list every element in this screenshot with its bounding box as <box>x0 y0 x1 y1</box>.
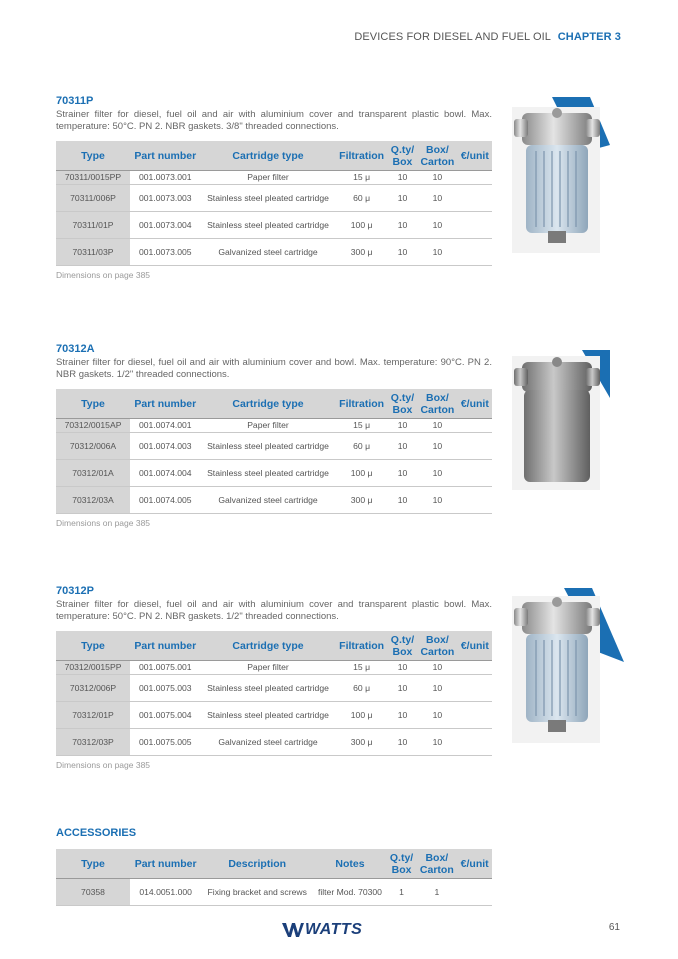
table-cell: 10 <box>388 661 417 675</box>
column-header: Box/ Carton <box>417 389 458 419</box>
table-cell: 001.0074.003 <box>130 433 201 460</box>
product-section-70311p <box>56 95 492 280</box>
table-cell: 60 μ <box>335 675 387 702</box>
table-cell: 001.0074.004 <box>130 460 201 487</box>
table-cell: 001.0074.001 <box>130 419 201 433</box>
chapter-label: CHAPTER 3 <box>557 31 621 43</box>
table-cell: 70312/006P <box>56 675 130 702</box>
header-title: DEVICES FOR DIESEL AND FUEL OIL <box>354 31 551 43</box>
accessories-title: ACCESSORIES <box>56 827 137 839</box>
table-cell: 300 μ <box>335 239 387 266</box>
table-cell: 10 <box>388 212 417 239</box>
column-header: Q.ty/ Box <box>388 631 417 661</box>
column-header: Type <box>56 389 130 419</box>
table-header-row <box>56 389 492 419</box>
table-cell: 10 <box>417 702 458 729</box>
column-header: Box/ Carton <box>417 631 458 661</box>
table-cell: Stainless steel pleated cartridge <box>201 185 336 212</box>
dimensions-note: Dimensions on page 385 <box>56 270 151 280</box>
column-header: €/unit <box>458 631 492 661</box>
table-cell: 10 <box>417 487 458 514</box>
product-code: 70312P <box>56 585 94 597</box>
table-cell: Galvanized steel cartridge <box>201 729 336 756</box>
table-cell: 10 <box>417 661 458 675</box>
table-cell: 10 <box>417 433 458 460</box>
table-row <box>56 212 492 239</box>
table-cell: Paper filter <box>201 171 336 185</box>
table-cell: Paper filter <box>201 661 336 675</box>
table-cell: 001.0073.004 <box>130 212 201 239</box>
table-cell: 001.0073.001 <box>130 171 201 185</box>
dimensions-note: Dimensions on page 385 <box>56 760 151 770</box>
table-cell: 70311/0015PP <box>56 171 130 185</box>
table-cell: 001.0074.005 <box>130 487 201 514</box>
table-cell: 15 μ <box>335 661 387 675</box>
column-header: Q.ty/ Box <box>388 389 417 419</box>
column-header: Part number <box>130 849 201 879</box>
table-body <box>56 171 492 266</box>
table-cell: filter Mod. 70300 <box>313 879 387 906</box>
table-cell: 001.0075.005 <box>130 729 201 756</box>
table-cell: Stainless steel pleated cartridge <box>201 212 336 239</box>
column-header: €/unit <box>458 141 492 171</box>
watts-w-icon <box>282 923 304 937</box>
table-cell: 001.0075.004 <box>130 702 201 729</box>
table-cell: 70311/03P <box>56 239 130 266</box>
column-header: Filtration <box>335 141 387 171</box>
table-cell: 10 <box>417 171 458 185</box>
table-cell: 10 <box>417 729 458 756</box>
table-cell: 70312/006A <box>56 433 130 460</box>
table-cell: 10 <box>388 419 417 433</box>
table-cell <box>458 487 492 514</box>
product-description: Strainer filter for diesel, fuel oil and air with aluminium cover and transparent plastic bowl. Max. temperature: 50°C. PN 2. NBR gaskets. 3/8" threaded connections. <box>56 109 492 132</box>
table-cell: 70312/01A <box>56 460 130 487</box>
table-body <box>56 879 492 906</box>
table-cell: 014.0051.000 <box>130 879 201 906</box>
table-cell <box>458 661 492 675</box>
table-row <box>56 661 492 675</box>
table-cell: Paper filter <box>201 419 336 433</box>
table-cell: 70311/006P <box>56 185 130 212</box>
column-header: Part number <box>130 141 201 171</box>
table-cell <box>458 675 492 702</box>
table-cell: Fixing bracket and screws <box>201 879 313 906</box>
product-image-transparent-filter <box>512 95 610 253</box>
column-header: €/unit <box>458 389 492 419</box>
column-header: Description <box>201 849 313 879</box>
column-header: Cartridge type <box>201 631 336 661</box>
table-cell <box>458 460 492 487</box>
table-cell: 10 <box>388 729 417 756</box>
table-header-row <box>56 849 492 879</box>
table-row <box>56 433 492 460</box>
table-cell: 70312/03P <box>56 729 130 756</box>
table-cell: 10 <box>417 239 458 266</box>
table-cell: 10 <box>417 419 458 433</box>
table-cell: Stainless steel pleated cartridge <box>201 460 336 487</box>
table-cell: Galvanized steel cartridge <box>201 239 336 266</box>
column-header: Box/ Carton <box>417 141 458 171</box>
product-description: Strainer filter for diesel, fuel oil and air with aluminium cover and bowl. Max. temperature: 90°C. PN 2. NBR gaskets. 1/2" threaded connections. <box>56 357 492 380</box>
table-row <box>56 729 492 756</box>
table-cell: 001.0075.003 <box>130 675 201 702</box>
page-header <box>354 31 621 43</box>
table-cell: 60 μ <box>335 433 387 460</box>
table-row <box>56 487 492 514</box>
product-table <box>56 141 492 266</box>
table-row <box>56 879 492 906</box>
watts-logo <box>282 921 362 939</box>
table-header-row <box>56 631 492 661</box>
table-cell <box>458 419 492 433</box>
product-table <box>56 631 492 756</box>
column-header: Q.ty/ Box <box>388 141 417 171</box>
product-code: 70311P <box>56 95 94 107</box>
table-cell: 10 <box>388 675 417 702</box>
column-header: Cartridge type <box>201 141 336 171</box>
table-cell: 10 <box>388 460 417 487</box>
table-header-row <box>56 141 492 171</box>
table-cell: 001.0073.005 <box>130 239 201 266</box>
table-cell: 001.0075.001 <box>130 661 201 675</box>
product-table <box>56 389 492 514</box>
column-header: €/unit <box>457 849 492 879</box>
table-cell: 10 <box>417 185 458 212</box>
product-code: 70312A <box>56 343 95 355</box>
column-header: Filtration <box>335 389 387 419</box>
table-cell: 10 <box>388 702 417 729</box>
table-cell: 1 <box>416 879 457 906</box>
table-cell: 15 μ <box>335 419 387 433</box>
table-cell <box>458 433 492 460</box>
table-cell: 10 <box>388 239 417 266</box>
table-cell <box>457 879 492 906</box>
table-cell: 10 <box>388 433 417 460</box>
table-row <box>56 460 492 487</box>
column-header: Type <box>56 141 130 171</box>
table-cell: 70312/03A <box>56 487 130 514</box>
table-row <box>56 419 492 433</box>
column-header: Filtration <box>335 631 387 661</box>
table-cell: 60 μ <box>335 185 387 212</box>
table-cell: 100 μ <box>335 702 387 729</box>
table-cell: 10 <box>417 460 458 487</box>
product-image-aluminium-filter <box>512 350 610 490</box>
table-cell <box>458 212 492 239</box>
column-header: Type <box>56 849 130 879</box>
table-cell: 300 μ <box>335 729 387 756</box>
column-header: Notes <box>313 849 387 879</box>
column-header: Q.ty/ Box <box>387 849 417 879</box>
logo-text: WATTS <box>305 921 363 938</box>
table-cell: 70358 <box>56 879 130 906</box>
table-cell: 10 <box>388 487 417 514</box>
column-header: Part number <box>130 631 201 661</box>
table-cell: 100 μ <box>335 212 387 239</box>
table-cell <box>458 185 492 212</box>
table-cell <box>458 171 492 185</box>
table-cell: 10 <box>417 675 458 702</box>
product-image-transparent-filter <box>512 588 624 743</box>
page-number: 61 <box>608 922 620 933</box>
product-description: Strainer filter for diesel, fuel oil and air with aluminium cover and transparent plastic bowl. Max. temperature: 50°C. PN 2. NBR gaskets. 1/2" threaded connections. <box>56 599 492 622</box>
accessories-section <box>56 827 492 906</box>
column-header: Part number <box>130 389 201 419</box>
table-row <box>56 185 492 212</box>
table-cell: Galvanized steel cartridge <box>201 487 336 514</box>
table-row <box>56 239 492 266</box>
column-header: Box/ Carton <box>416 849 457 879</box>
product-section-70312a <box>56 343 492 528</box>
table-row <box>56 171 492 185</box>
table-cell: 1 <box>387 879 417 906</box>
table-cell: 001.0073.003 <box>130 185 201 212</box>
table-body <box>56 419 492 514</box>
table-cell: 10 <box>417 212 458 239</box>
accessories-table <box>56 849 492 906</box>
table-body <box>56 661 492 756</box>
table-cell: Stainless steel pleated cartridge <box>201 702 336 729</box>
table-cell: 70311/01P <box>56 212 130 239</box>
table-cell: 100 μ <box>335 460 387 487</box>
table-cell <box>458 239 492 266</box>
table-row <box>56 675 492 702</box>
table-cell: 10 <box>388 171 417 185</box>
table-cell <box>458 702 492 729</box>
dimensions-note: Dimensions on page 385 <box>56 518 151 528</box>
column-header: Type <box>56 631 130 661</box>
table-cell <box>458 729 492 756</box>
table-cell: Stainless steel pleated cartridge <box>201 675 336 702</box>
table-cell: 15 μ <box>335 171 387 185</box>
table-cell: 70312/01P <box>56 702 130 729</box>
table-cell: 300 μ <box>335 487 387 514</box>
table-cell: Stainless steel pleated cartridge <box>201 433 336 460</box>
table-cell: 70312/0015AP <box>56 419 130 433</box>
table-cell: 70312/0015PP <box>56 661 130 675</box>
product-section-70312p <box>56 585 492 770</box>
table-cell: 10 <box>388 185 417 212</box>
column-header: Cartridge type <box>201 389 336 419</box>
table-row <box>56 702 492 729</box>
